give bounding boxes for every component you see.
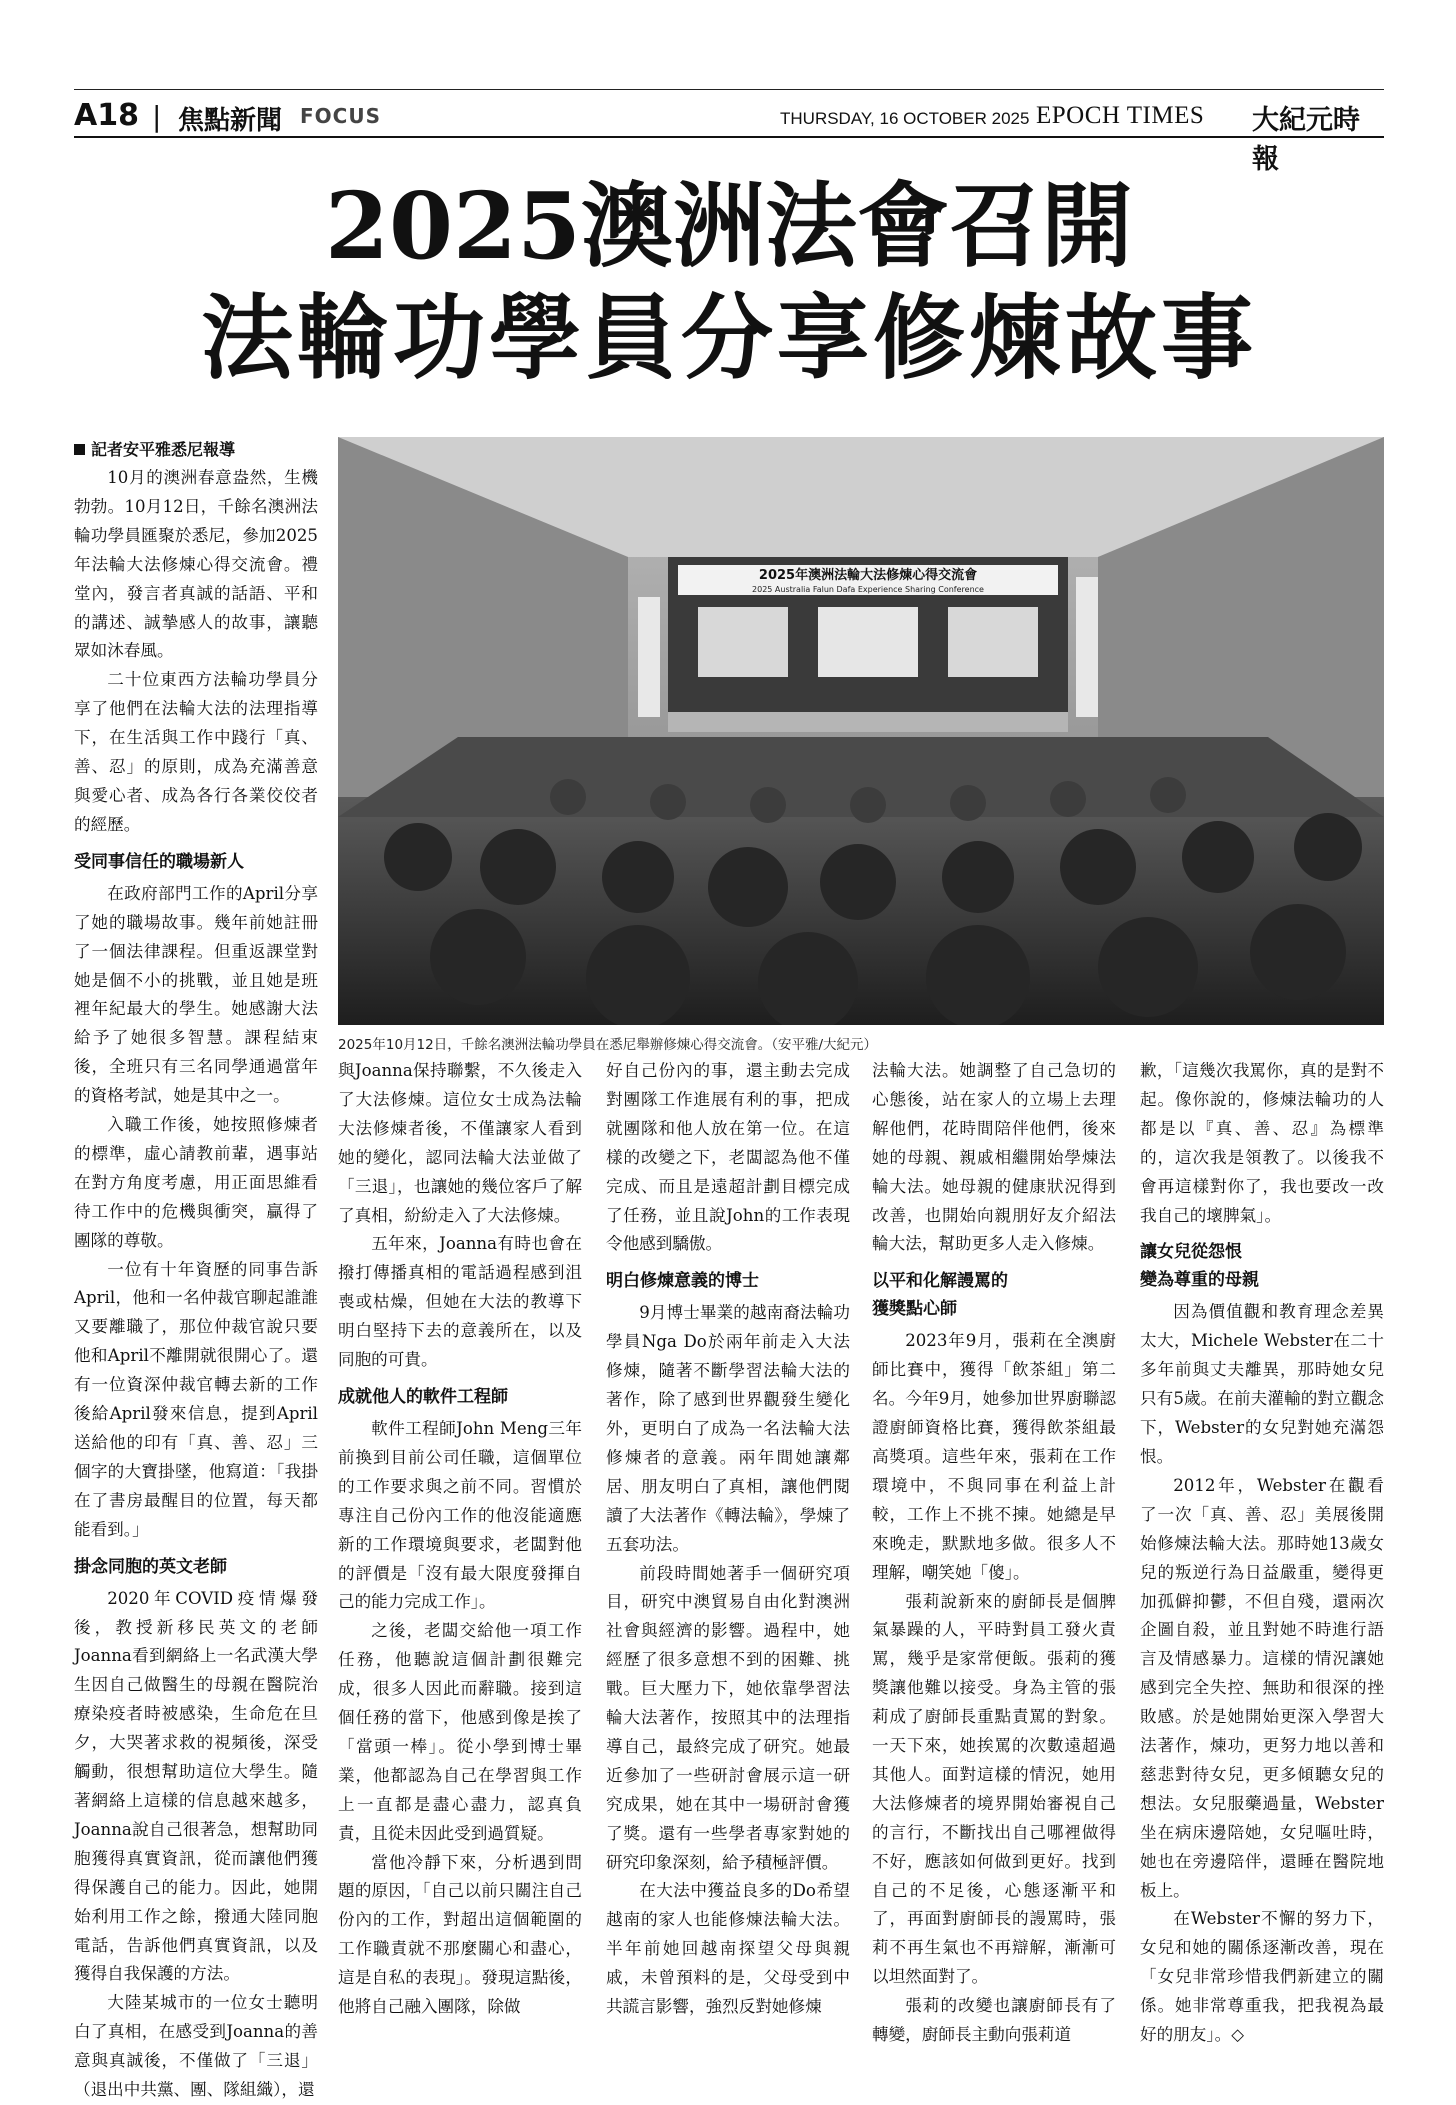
paragraph: 10月的澳洲春意盎然，生機勃勃。10月12日，千餘名澳洲法輪功學員匯聚於悉尼，參加2025年法輪大法修煉心得交流會。禮堂內，發言者真誠的話語、平和的講述、誠摯感人的故事，讓聽眾如沐春風。 bbox=[74, 468, 318, 661]
paragraph: 因為價值觀和教育理念差異太大，Michele Webster在二十多年前與丈夫離異，那時她女兒只有5歲。在前夫灌輸的對立觀念下，Webster的女兒對她充滿怨恨。 bbox=[1140, 1302, 1384, 1466]
auditorium-illustration bbox=[338, 437, 1384, 1025]
masthead-en: EPOCH TIMES bbox=[1036, 102, 1205, 129]
paragraph: 2023年9月，張莉在全澳廚師比賽中，獲得「飲茶組」第二名。今年9月，她參加世界廚聯認證廚師資格比賽，獲得飲茶組最高獎項。這些年來，張莉在工作環境中，不與同事在利益上計較，工作上不挑不揀。她總是早來晚走，默默地多做。很多人不理解，嘲笑她「傻」。 bbox=[872, 1331, 1116, 1582]
paragraph: 五年來，Joanna有時也會在撥打傳播真相的電話過程感到沮喪或枯燥，但她在大法的教導下明白堅持下去的意義所在，以及同胞的可貴。 bbox=[338, 1234, 582, 1370]
headline-line-2: 法輪功學員分享修煉故事 bbox=[200, 284, 1257, 392]
article-column-4 bbox=[872, 1057, 1116, 2050]
byline-text: 記者安平雅悉尼報導 bbox=[91, 440, 236, 459]
paragraph: 歉，「這幾次我罵你，真的是對不起。像你說的，修煉法輪功的人都是以『真、善、忍』為標準的，這次我是領教了。以後我不會再這樣對你了，我也要改一改我自己的壞脾氣」。 bbox=[1140, 1061, 1384, 1225]
paragraph: 9月博士畢業的越南裔法輪功學員Nga Do於兩年前走入大法修煉，隨著不斷學習法輪大法的著作，除了感到世界觀發生變化外，更明白了成為一名法輪大法修煉者的意義。兩年間她讓鄰居、朋友明白了真相，讓他們閱讀了大法著作《轉法輪》，學煉了五套功法。 bbox=[606, 1303, 850, 1554]
stage-banner-zh: 2025年澳洲法輪大法修煉心得交流會 bbox=[758, 568, 978, 583]
paragraph: 2020年COVID疫情爆發後，教授新移民英文的老師Joanna看到網絡上一名武漢大學生因自己做醫生的母親在醫院治療染疫者時被感染，生命危在旦夕，大哭著求救的視頻後，深受觸動，很想幫助這位大學生。隨著網絡上這樣的信息越來越多，Joanna說自己很著急，想幫助同胞獲得真實資訊，從而讓他們獲得保護自己的能力。因此，她開始利用工作之餘，撥通大陸同胞電話，告訴他們真實資訊，以及獲得自我保護的方法。 bbox=[74, 1588, 318, 1984]
paragraph: 二十位東西方法輪功學員分享了他們在法輪大法的法理指導下，在生活與工作中踐行「真、善、忍」的原則，成為充滿善意與愛心者、成為各行各業佼佼者的經歷。 bbox=[74, 670, 318, 834]
paragraph: 當他冷靜下來，分析遇到問題的原因，「自己以前只關注自己份內的工作，對超出這個範圍的工作職責就不那麼關心和盡心，這是自私的表現」。發現這點後，他將自己融入團隊，除做 bbox=[338, 1852, 582, 2017]
paragraph: 2012年，Webster在觀看了一次「真、善、忍」美展後開始修煉法輪大法。那時她13歲女兒的叛逆行為日益嚴重，變得更加孤僻抑鬱，不但自殘，還兩次企圖自殺，並且對她不時進行語言及情感暴力。這樣的情況讓她感到完全失控、無助和很深的挫敗感。於是她開始更深入學習大法著作，煉功，更努力地以善和慈悲對待女兒，更多傾聽女兒的想法。女兒服藥過量，Webster坐在病床邊陪她，女兒嘔吐時，她也在旁邊陪伴，還睡在醫院地板上。 bbox=[1140, 1475, 1384, 1900]
issue-date: THURSDAY, 16 OCTOBER 2025 bbox=[780, 109, 1030, 128]
paragraph: 一位有十年資歷的同事告訴April，他和一名仲裁官聊起誰誰又要離職了，那位仲裁官說只要他和April不離開就很開心了。還有一位資深仲裁官轉去新的工作後給April發來信息，提到April送給他的印有「真、善、忍」三個字的大寶掛墜，他寫道：「我掛在了書房最醒目的位置，每天都能看到。」 bbox=[74, 1259, 318, 1539]
subheading bbox=[1140, 1238, 1384, 1294]
subheading: 成就他人的軟件工程師 bbox=[338, 1386, 508, 1407]
subheading-line-1: 以平和化解謾罵的 bbox=[872, 1271, 1008, 1292]
masthead-zh: 大紀元時報 bbox=[1252, 105, 1360, 175]
section-title-zh: 焦點新聞 bbox=[178, 106, 283, 136]
photo-caption: 2025年10月12日，千餘名澳洲法輪功學員在悉尼舉辦修煉心得交流會。（安平雅/大紀元） bbox=[338, 1037, 878, 1053]
paragraph: 在Webster不懈的努力下，女兒和她的關係逐漸改善，現在「女兒非常珍惜我們新建立的關係。她非常尊重我，把我視為最好的朋友」。◇ bbox=[1140, 1909, 1384, 2045]
byline bbox=[74, 437, 318, 460]
paragraph: 在政府部門工作的April分享了她的職場故事。幾年前她註冊了一個法律課程。但重返課堂對她是個不小的挑戰，並且她是班裡年紀最大的學生。她感謝大法給予了她很多智慧。課程結束後，全班只有三名同學通過當年的資格考試，她是其中之一。 bbox=[74, 883, 318, 1106]
paragraph: 與Joanna保持聯繫，不久後走入了大法修煉。這位女士成為法輪大法修煉者後，不僅讓家人看到她的變化，認同法輪大法並做了「三退」，也讓她的幾位客戶了解了真相，紛紛走入了大法修煉。 bbox=[338, 1061, 582, 1225]
subheading-line-1: 讓女兒從怨恨 bbox=[1140, 1242, 1242, 1263]
subheading: 明白修煉意義的博士 bbox=[606, 1271, 759, 1292]
headline bbox=[74, 170, 1384, 394]
headline-line-1: 2025澳洲法會召開 bbox=[324, 172, 1134, 280]
paragraph: 軟件工程師John Meng三年前換到目前公司任職，這個單位的工作要求與之前不同。習慣於專注自己份內工作的他沒能適應新的工作環境與要求，老闆對他的評價是「沒有最大限度發揮自己的能力完成工作」。 bbox=[338, 1418, 582, 1612]
paragraph: 張莉說新來的廚師長是個脾氣暴躁的人，平時對員工發火責罵，幾乎是家常便飯。張莉的獲獎讓他難以接受。身為主管的張莉成了廚師長重點責罵的對象。一天下來，她挨罵的次數遠超過其他人。面對這樣的情況，她用大法修煉者的境界開始審視自己的言行，不斷找出自己哪裡做得不好，應該如何做到更好。找到自己的不足後，心態逐漸平和了，再面對廚師長的謾罵時，張莉不再生氣也不再辯解，漸漸可以坦然面對了。 bbox=[872, 1591, 1116, 1987]
byline-square-icon bbox=[74, 444, 85, 455]
stage-banner-en: 2025 Australia Falun Dafa Experience Sharing Conference bbox=[752, 585, 984, 594]
paragraph: 大陸某城市的一位女士聽明白了真相，在感受到Joanna的善意與真誠後，不僅做了「三退」（退出中共黨、團、隊組織），還 bbox=[74, 1993, 318, 2100]
article-column-3 bbox=[606, 1057, 850, 2022]
paragraph: 之後，老闆交給他一項工作任務，他聽說這個計劃很難完成，很多人因此而辭職。接到這個任務的當下，他感到像是挨了「當頭一棒」。從小學到博士畢業，他都認為自己在學習與工作上一直都是盡心盡力，認真負責，且從未因此受到過質疑。 bbox=[338, 1621, 582, 1843]
paragraph: 在大法中獲益良多的Do希望越南的家人也能修煉法輪大法。半年前她回越南探望父母與親戚，未曾預料的是，父母受到中共謊言影響，強烈反對她修煉 bbox=[606, 1881, 850, 2017]
subheading: 受同事信任的職場新人 bbox=[74, 851, 244, 872]
subheading: 掛念同胞的英文老師 bbox=[74, 1556, 227, 1577]
subheading-line-2: 獲獎點心師 bbox=[872, 1299, 957, 1320]
article-column-1 bbox=[74, 437, 318, 2105]
header-bottom-rule bbox=[74, 136, 1384, 138]
subheading-line-2: 變為尊重的母親 bbox=[1140, 1270, 1259, 1291]
paragraph: 張莉的改變也讓廚師長有了轉變，廚師長主動向張莉道 bbox=[872, 1996, 1116, 2045]
conference-photo bbox=[338, 437, 1384, 1025]
paragraph: 入職工作後，她按照修煉者的標準，虛心請教前輩，遇事站在對方角度考慮，用正面思維看待工作中的危機與衝突，贏得了團隊的尊敬。 bbox=[74, 1115, 318, 1250]
section-title-en: FOCUS bbox=[300, 104, 381, 128]
article-column-2 bbox=[338, 1057, 582, 2022]
page-header bbox=[74, 96, 1384, 175]
paragraph: 法輪大法。她調整了自己急切的心態後，站在家人的立場上去理解他們，花時間陪伴他們，後來她的母親、親戚相繼開始學煉法輪大法。她母親的健康狀況得到改善，也開始向親朋好友介紹法輪大法，幫助更多人走入修煉。 bbox=[872, 1061, 1116, 1254]
header-separator: | bbox=[152, 100, 162, 133]
paragraph: 好自己份內的事，還主動去完成對團隊工作進展有利的事，把成就團隊和他人放在第一位。在這樣的改變之下，老闆認為他不僅完成、而且是遠超計劃目標完成了任務，並且說John的工作表現令他感到驕傲。 bbox=[606, 1061, 850, 1254]
page-number: A18 bbox=[74, 98, 139, 133]
subheading bbox=[872, 1267, 1116, 1323]
header-top-rule bbox=[74, 89, 1384, 90]
article-column-5 bbox=[1140, 1057, 1384, 2050]
paragraph: 前段時間她著手一個研究項目，研究中澳貿易自由化對澳洲社會與經濟的影響。過程中，她經歷了很多意想不到的困難、挑戰。巨大壓力下，她依靠學習法輪大法著作，按照其中的法理指導自己，最終完成了研究。她最近參加了一些研討會展示這一研究成果，她在其中一場研討會獲了獎。還有一些學者專家對她的研究印象深刻，給予積極評價。 bbox=[606, 1563, 850, 1872]
